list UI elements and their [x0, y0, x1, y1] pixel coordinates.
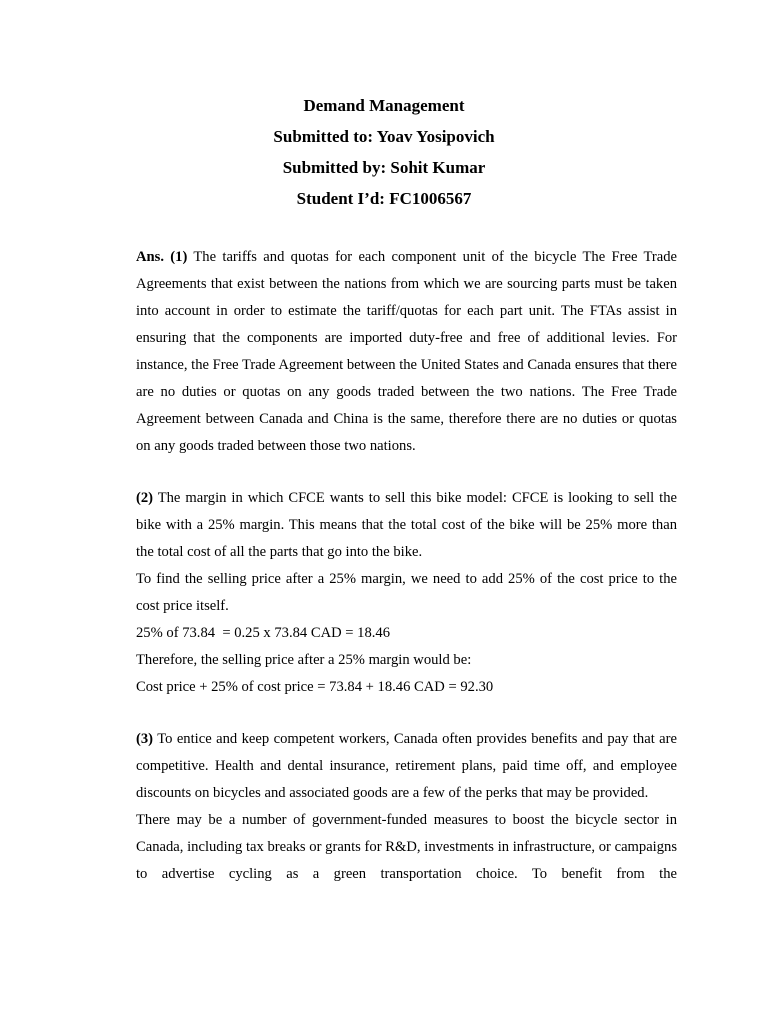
- document-header: [0, 90, 768, 214]
- answer-2-text: The margin in which CFCE wants to sell this bike model: CFCE is looking to sell the bike with a 25% margin. This means that the total cost of the bike will be 25% more than the total cost of all the parts that go into the bike.: [136, 490, 677, 560]
- answer-3-text: To entice and keep competent workers, Canada often provides benefits and pay that are competitive. Health and dental insurance, retirement plans, paid time off, and employee discounts on bicycles and associated goods are a few of the perks that may be provided.: [136, 731, 677, 801]
- answer-2-line-5: Cost price + 25% of cost price = 73.84 + 18.46 CAD = 92.30: [136, 679, 494, 695]
- submitted-to: Submitted to: Yoav Yosipovich: [273, 127, 495, 146]
- answer-1-label: Ans. (1): [136, 249, 188, 265]
- answer-1-text: The tariffs and quotas for each component unit of the bicycle The Free Trade Agreements that exist between the nations from which we are sourcing parts must be taken into account in order to estimate the tariff/quotas for each part unit. The FTAs assist in ensuring that the components are imported duty-free and free of additional levies. For instance, the Free Trade Agreement between the United States and Canada ensures that there are no duties or quotas on any goods traded between the two nations. The Free Trade Agreement between Canada and China is the same, therefore there are no duties or quotas on any goods traded between those two nations.: [136, 249, 677, 454]
- answer-2-line-4: Therefore, the selling price after a 25% margin would be:: [136, 652, 472, 668]
- answer-2-section: [136, 485, 677, 701]
- answer-3-label: (3): [136, 731, 154, 747]
- submitted-by: Submitted by: Sohit Kumar: [282, 158, 486, 177]
- answer-2-line-2: To find the selling price after a 25% margin, we need to add 25% of the cost price to the cost price itself.: [136, 571, 677, 614]
- answer-3-section: [136, 726, 677, 888]
- student-id: Student I’d: FC1006567: [296, 189, 472, 208]
- answer-2-label: (2): [136, 490, 154, 506]
- answer-3-paragraph: [136, 726, 677, 807]
- answer-2-paragraph: [136, 485, 677, 566]
- answer-3-line-2: There may be a number of government-funded measures to boost the bicycle sector in Canada, including tax breaks or grants for R&D, investments in infrastructure, or campaigns to advertise cycling as a green transportation choice. To benefit from the: [136, 812, 677, 882]
- document-title: Demand Management: [303, 96, 465, 115]
- answer-1-paragraph: [136, 244, 677, 460]
- answer-2-line-3: 25% of 73.84 = 0.25 x 73.84 CAD = 18.46: [136, 625, 391, 641]
- answer-1-section: [136, 244, 677, 460]
